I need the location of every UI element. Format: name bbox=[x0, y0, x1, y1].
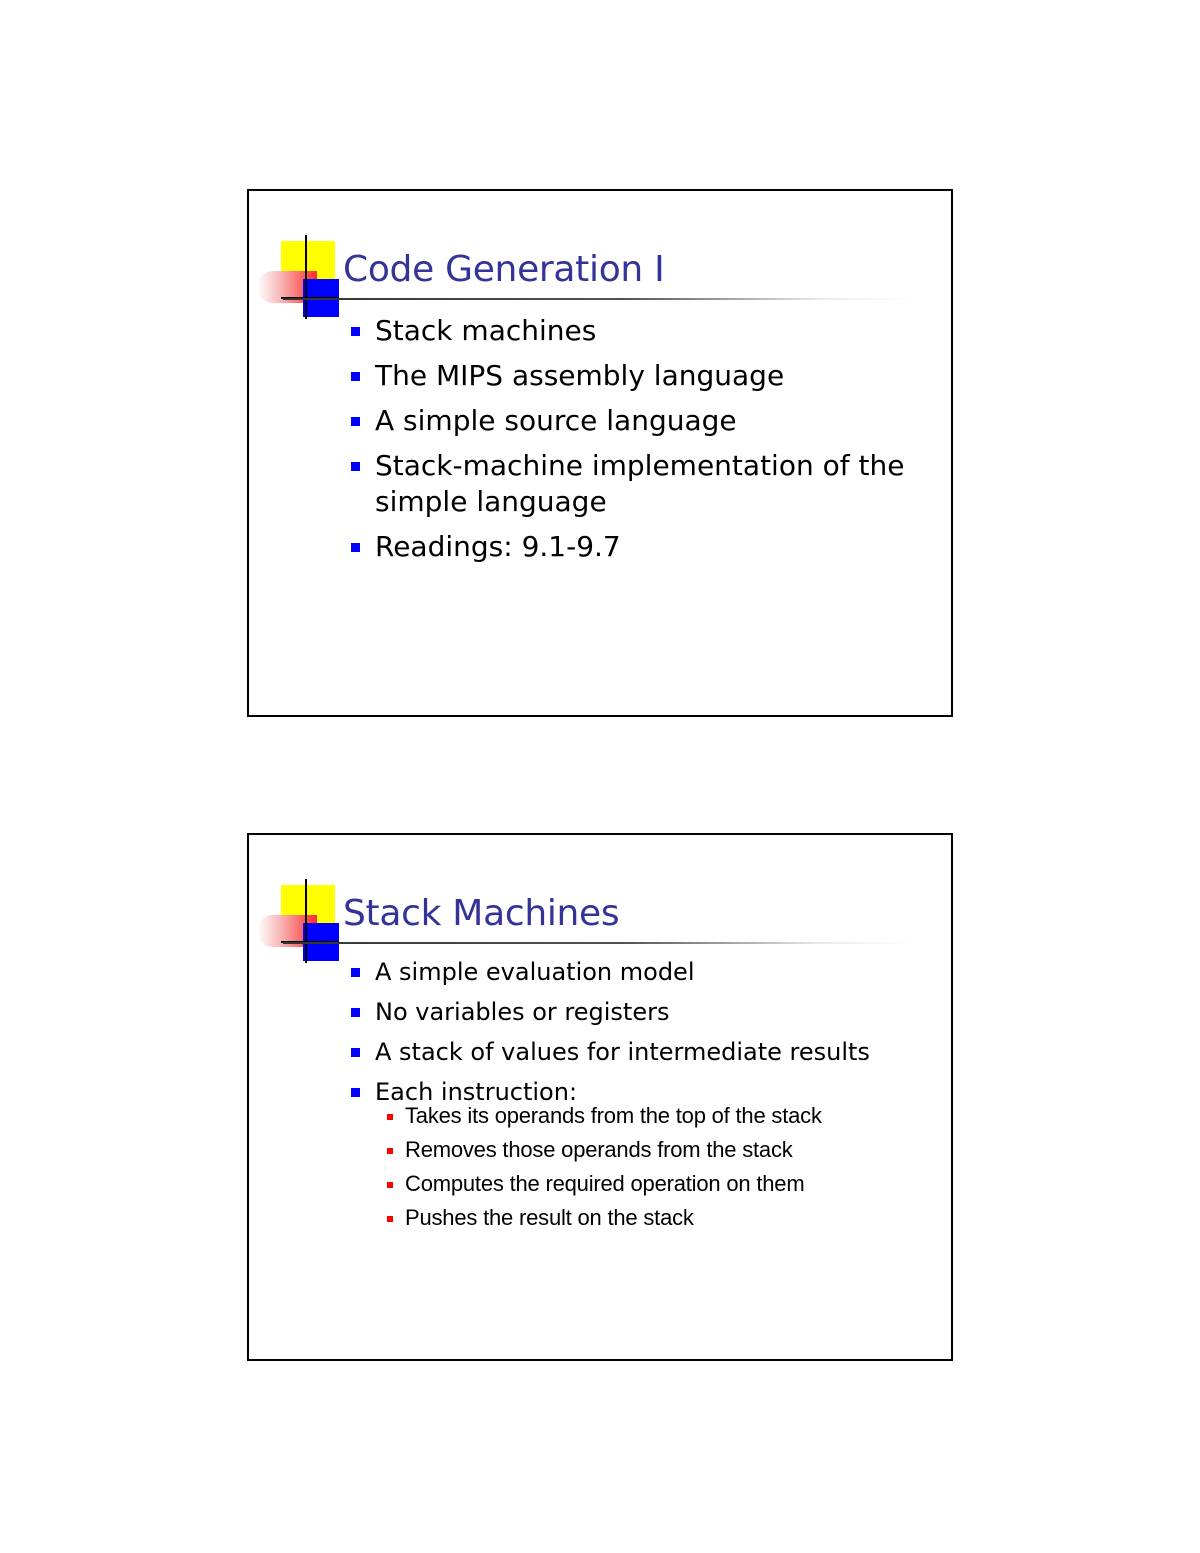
sub-bullet-text: Computes the required operation on them bbox=[405, 1171, 805, 1196]
blue-square-bullet-icon bbox=[351, 1048, 360, 1057]
bullet-list bbox=[349, 313, 929, 574]
title-underline bbox=[283, 298, 913, 300]
red-square-bullet-icon bbox=[387, 1114, 393, 1120]
bullet-text: Each instruction: bbox=[375, 1078, 578, 1106]
bullet-text: Readings: 9.1-9.7 bbox=[375, 530, 621, 563]
blue-square-bullet-icon bbox=[351, 462, 360, 471]
bullet-item bbox=[349, 1037, 929, 1067]
bullet-item bbox=[349, 957, 929, 987]
bullet-text: Stack-machine implementation of the simple language bbox=[375, 449, 905, 518]
sub-bullet-text: Pushes the result on the stack bbox=[405, 1205, 694, 1230]
bullet-item bbox=[349, 448, 929, 520]
sub-bullet-item bbox=[385, 1103, 939, 1129]
bullet-item bbox=[349, 529, 929, 565]
title-underline bbox=[283, 942, 913, 944]
bullet-item bbox=[349, 313, 929, 349]
blue-square-bullet-icon bbox=[351, 543, 360, 552]
sub-bullet-item bbox=[385, 1171, 939, 1197]
blue-square-bullet-icon bbox=[351, 417, 360, 426]
slide-logo-decoration bbox=[257, 235, 337, 325]
sub-bullet-text: Takes its operands from the top of the stack bbox=[405, 1103, 822, 1128]
bullet-text: A simple evaluation model bbox=[375, 958, 695, 986]
slide-stack-machines bbox=[247, 833, 953, 1361]
bullet-item bbox=[349, 1077, 929, 1235]
red-square-bullet-icon bbox=[387, 1148, 393, 1154]
blue-square-bullet-icon bbox=[351, 372, 360, 381]
bullet-text: Stack machines bbox=[375, 314, 597, 347]
blue-square-bullet-icon bbox=[351, 1088, 360, 1097]
bullet-item bbox=[349, 403, 929, 439]
bullet-list bbox=[349, 957, 929, 1245]
blue-square-bullet-icon bbox=[351, 968, 360, 977]
sub-bullet-list bbox=[385, 1103, 939, 1231]
sub-bullet-item bbox=[385, 1137, 939, 1163]
bullet-text: No variables or registers bbox=[375, 998, 670, 1026]
slide-title: Stack Machines bbox=[343, 893, 620, 934]
logo-vertical-line bbox=[305, 235, 307, 319]
blue-square-bullet-icon bbox=[351, 1008, 360, 1017]
logo-vertical-line bbox=[305, 879, 307, 963]
slide-title: Code Generation I bbox=[343, 249, 665, 290]
bullet-item bbox=[349, 358, 929, 394]
bullet-item bbox=[349, 997, 929, 1027]
bullet-text: A stack of values for intermediate results bbox=[375, 1038, 870, 1066]
red-square-bullet-icon bbox=[387, 1216, 393, 1222]
red-square-bullet-icon bbox=[387, 1182, 393, 1188]
sub-bullet-item bbox=[385, 1205, 939, 1231]
slide-code-generation bbox=[247, 189, 953, 717]
sub-bullet-text: Removes those operands from the stack bbox=[405, 1137, 793, 1162]
slide-logo-decoration bbox=[257, 879, 337, 969]
blue-square-bullet-icon bbox=[351, 327, 360, 336]
bullet-text: The MIPS assembly language bbox=[375, 359, 785, 392]
bullet-text: A simple source language bbox=[375, 404, 737, 437]
